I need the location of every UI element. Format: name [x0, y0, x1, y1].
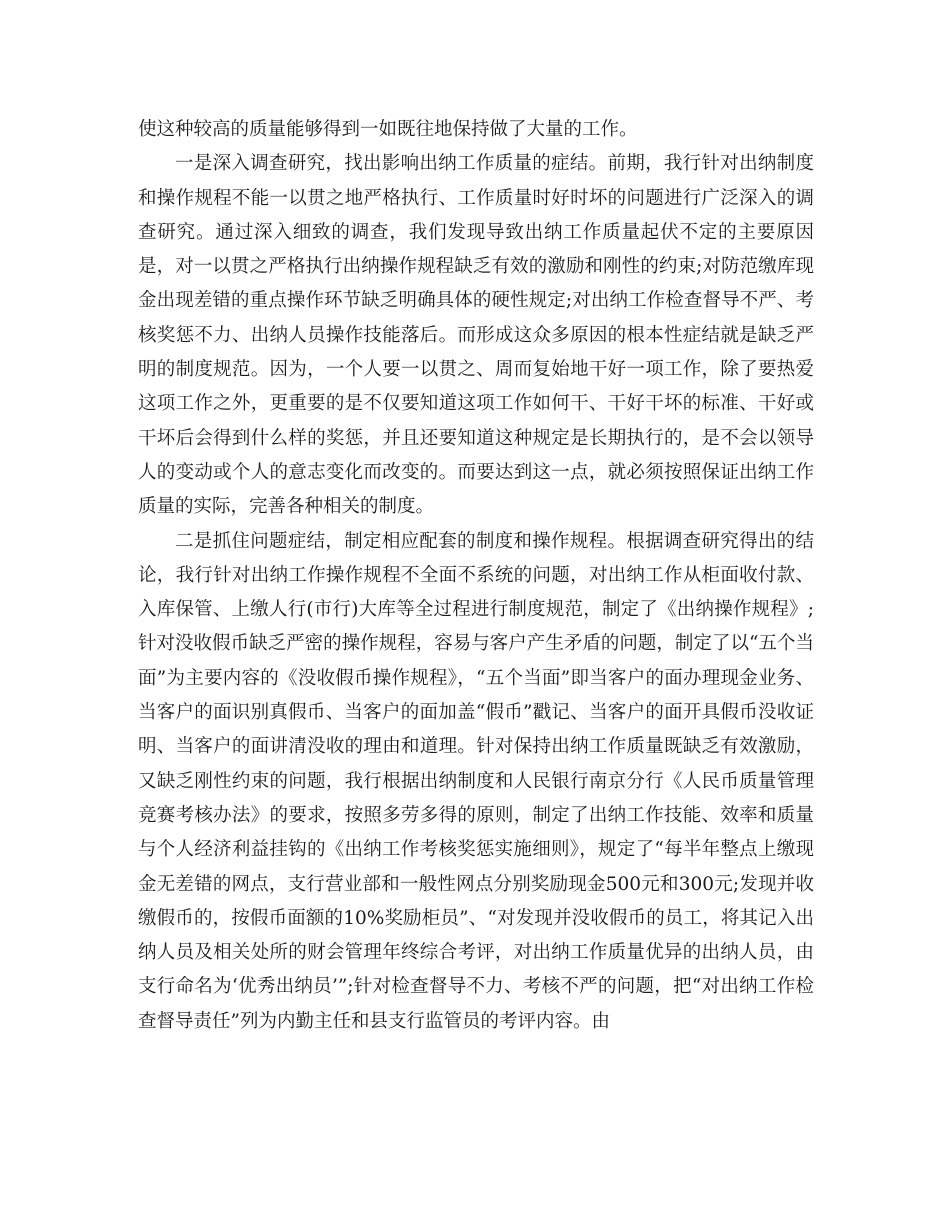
paragraph-regulations: 二是抓住问题症结，制定相应配套的制度和操作规程。根据调查研究得出的结论，我行针对出纳工作操作规程不全面不系统的问题，对出纳工作从柜面收付款、入库保管、上缴人行(市行)大库等全过程进行制度规范，制定了《出纳操作规程》;针对没收假币缺乏严密的操作规程，容易与客户产生矛盾的问题，制定了以“五个当面”为主要内容的《没收假币操作规程》，“五个当面”即当客户的面办理现金业务、当客户的面识别真假币、当客户的面加盖“假币”戳记、当客户的面开具假币没收证明、当客户的面讲清没收的理由和道理。针对保持出纳工作质量既缺乏有效激励，又缺乏刚性约束的问题，我行根据出纳制度和人民银行南京分行《人民币质量管理竞赛考核办法》的要求，按照多劳多得的原则，制定了出纳工作技能、效率和质量与个人经济利益挂钩的《出纳工作考核奖惩实施细则》，规定了“每半年整点上缴现金无差错的网点，支行营业部和一般性网点分别奖励现金500元和300元;发现并收缴假币的，按假币面额的10%奖励柜员”、“对发现并没收假币的员工，将其记入出纳人员及相关处所的财会管理年终综合考评，对出纳工作质量优异的出纳人员，由支行命名为‘优秀出纳员’”;针对检查督导不力、考核不严的问题，把“对出纳工作检查督导责任”列为内勤主任和县支行监管员的考评内容。由: [138, 530, 814, 1032]
paragraph-investigation: 一是深入调查研究，找出影响出纳工作质量的症结。前期，我行针对出纳制度和操作规程不能一以贯之地严格执行、工作质量时好时坏的问题进行广泛深入的调查研究。通过深入细致的调查，我们发现导致出纳工作质量起伏不定的主要原因是，对一以贯之严格执行出纳操作规程缺乏有效的激励和刚性的约束;对防范缴库现金出现差错的重点操作环节缺乏明确具体的硬性规定;对出纳工作检查督导不严、考核奖惩不力、出纳人员操作技能落后。而形成这众多原因的根本性症结就是缺乏严明的制度规范。因为，一个人要一以贯之、周而复始地干好一项工作，除了要热爱这项工作之外，更重要的是不仅要知道这项工作如何干、干好干坏的标准、干好或干坏后会得到什么样的奖惩，并且还要知道这种规定是长期执行的，是不会以领导人的变动或个人的意志变化而改变的。而要达到这一点，就必须按照保证出纳工作质量的实际，完善各种相关的制度。: [138, 153, 814, 518]
document-body: [138, 113, 814, 1039]
paragraph-continuation: 使这种较高的质量能够得到一如既往地保持做了大量的工作。: [138, 119, 638, 140]
